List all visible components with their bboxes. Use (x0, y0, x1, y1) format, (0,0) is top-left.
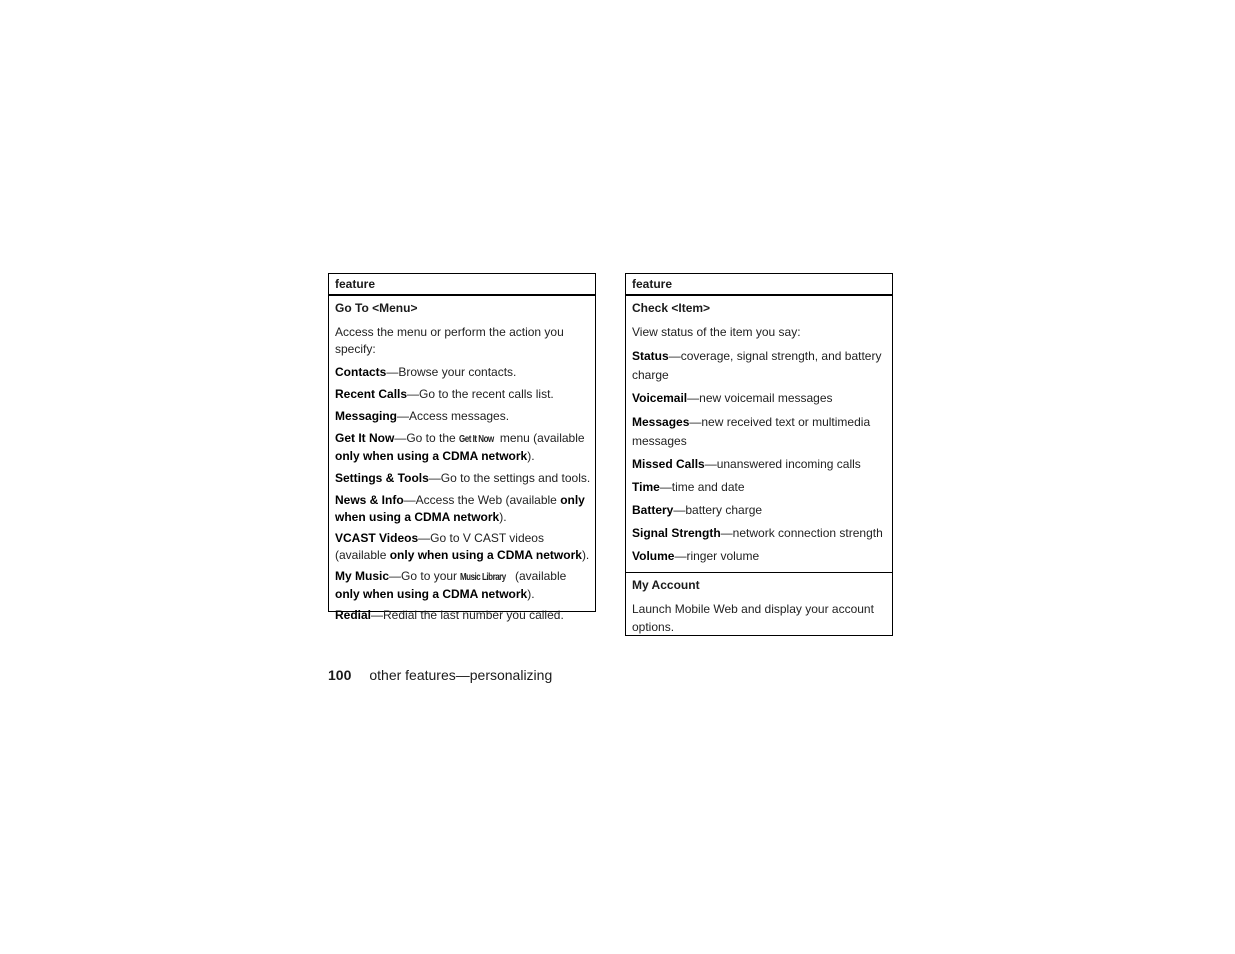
right-table-header: feature (626, 274, 892, 296)
section-title: other features—personalizing (369, 667, 553, 683)
item-volume: Volume—ringer volume (632, 549, 760, 563)
check-item-title: Check <Item> (632, 301, 711, 315)
go-to-menu-desc: Access the menu or perform the action you specify: (335, 325, 564, 356)
item-recent-calls: Recent Calls—Go to the recent calls list. (335, 387, 554, 401)
item-get-it-now: Get It Now—Go to the Get It Now menu (available only when using a CDMA network). (335, 431, 585, 463)
page-number: 100 (328, 667, 352, 683)
item-settings-tools: Settings & Tools—Go to the settings and tools. (335, 471, 591, 485)
item-time: Time—time and date (632, 480, 745, 494)
item-news-info: News & Info—Access the Web (available only when using a CDMA network). (335, 493, 585, 524)
item-signal-strength: Signal Strength—network connection strength (632, 526, 883, 540)
item-vcast-videos: VCAST Videos—Go to V CAST videos (available only when using a CDMA network). (335, 531, 590, 562)
left-table-header: feature (329, 274, 595, 296)
item-redial: Redial—Redial the last number you called. (335, 608, 564, 622)
item-battery: Battery—battery charge (632, 503, 763, 517)
my-account-desc: Launch Mobile Web and display your account options. (632, 602, 874, 634)
go-to-menu-section (329, 301, 595, 624)
item-contacts: Contacts—Browse your contacts. (335, 365, 517, 379)
left-feature-table (328, 273, 596, 622)
item-status: Status—coverage, signal strength, and battery charge (632, 349, 882, 382)
item-messaging: Messaging—Access messages. (335, 409, 510, 423)
check-item-section (626, 301, 892, 572)
my-account-section (626, 572, 892, 636)
item-missed-calls: Missed Calls—unanswered incoming calls (632, 457, 861, 471)
check-item-desc: View status of the item you say: (632, 325, 801, 339)
go-to-menu-title: Go To <Menu> (335, 301, 418, 315)
my-account-title: My Account (632, 578, 700, 592)
item-messages: Messages—new received text or multimedia messages (632, 415, 871, 448)
page-footer (328, 667, 552, 683)
right-feature-table (625, 273, 893, 636)
item-my-music: My Music—Go to your Music Library (available only when using a CDMA network). (335, 569, 567, 601)
item-voicemail: Voicemail—new voicemail messages (632, 391, 833, 405)
